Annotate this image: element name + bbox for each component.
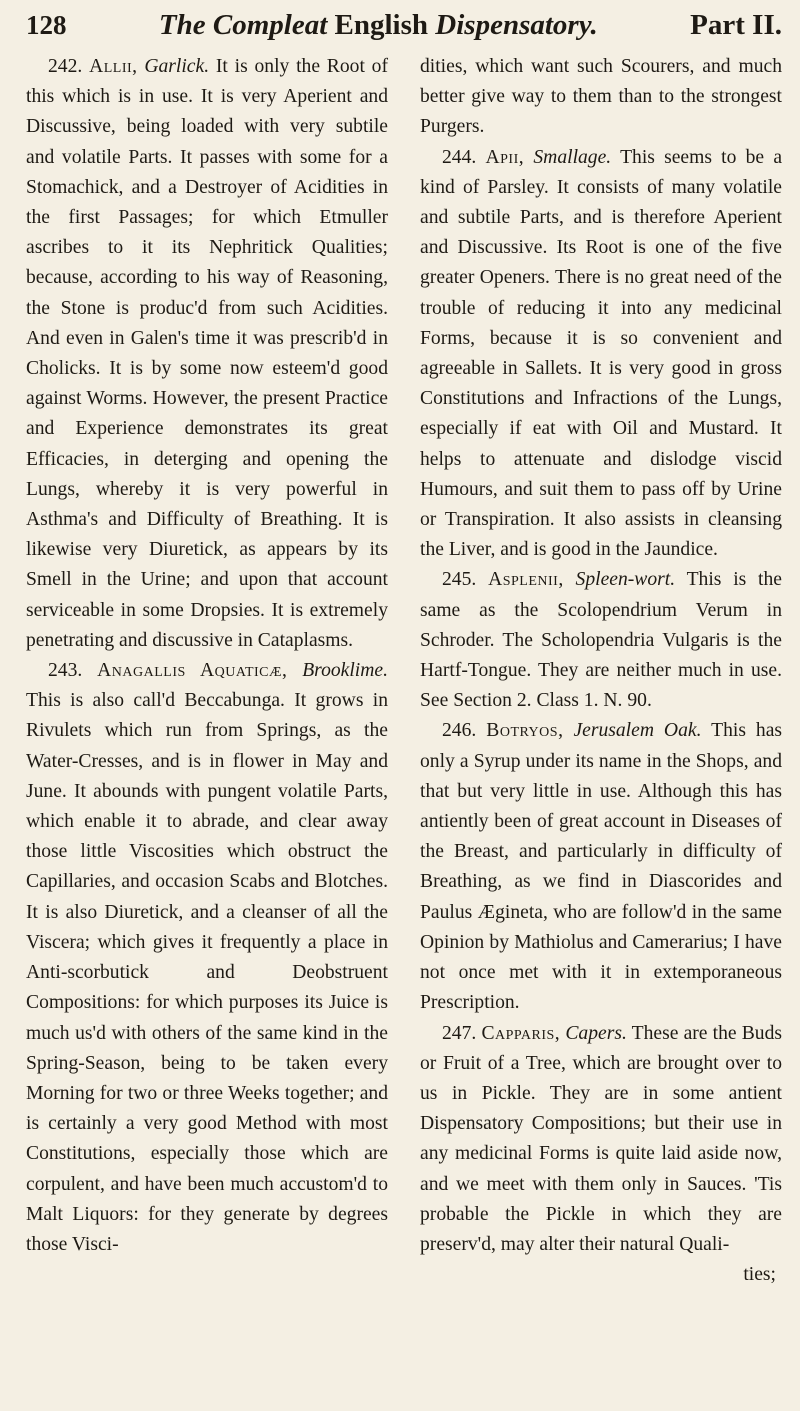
entry-text: These are the Buds or Fruit of a Tree, which are brought over to us in Pickle. They are in some antient Dispensatory Compositions; but their use in any medicinal Forms is quite laid aside now, and we meet with them only in Sauces. 'Tis probable the Pickle in which they are preserv'd, may alter their natural Quali- [420, 1022, 783, 1255]
entry-english-name: Brooklime. [302, 660, 388, 682]
page-number: 128 [26, 10, 67, 40]
entry-headword: Apii, [485, 146, 525, 168]
catchword: ties; [743, 1264, 776, 1286]
entry-number: 246. [442, 720, 487, 742]
entry-number: 242. [48, 56, 90, 77]
entry-number: 245. [442, 569, 489, 591]
entry-english-name: Spleen-wort. [575, 569, 676, 591]
entry-number: 247. [442, 1022, 482, 1044]
entry-headword: Capparis, [481, 1022, 561, 1044]
entry-english-name: Capers. [565, 1022, 627, 1044]
title-part-2: English [334, 9, 429, 41]
left-column [26, 52, 388, 1290]
entry-paragraph [420, 565, 782, 716]
entry-text: It is only the Root of this which is in use. It is very Aperient and Discussive, being loaded with very subtile and volatile Parts. It passes with some for a Stomachick, and a Destroyer of Acidities in the first Passages; for which Etmuller ascribes to it its Nephritick Qualities; because, according to his way of Reasoning, the Stone is produc'd from such Acidities. And even in Galen's time it was prescrib'd in Cholicks. It is by some now esteem'd good against Worms. However, the present Practice and Experience demonstrates its great Efficacies, in deterging and opening the Lungs, whereby it is very powerful in Asthma's and Difficulty of Breathing. It is likewise very Diuretick, as appears by its Smell in the Urine; and upon that account serviceable in some Dropsies. It is extremely penetrating and discussive in Cataplasms. [26, 56, 389, 651]
entry-text: This seems to be a kind of Parsley. It consists of many volatile and subtile Parts, and is therefore Aperient and Discussive. Its Root is one of the five greater Openers. There is no great need of the trouble of reducing it into any medicinal Forms, because it is so convenient and agreeable in Sallets. It is very good in gross Constitutions and Infractions of the Lungs, especially if eat with Oil and Mustard. It helps to attenuate and dislodge viscid Humours, and suit them to pass off by Urine or Transpiration. It also assists in cleansing the Liver, and is good in the Jaundice. [420, 146, 783, 561]
text-columns [26, 52, 782, 1290]
entry-english-name: Jerusalem Oak. [573, 720, 702, 742]
entry-headword: Botryos, [486, 720, 564, 742]
entry-number: 244. [442, 146, 486, 168]
entry-paragraph [420, 716, 782, 1018]
entry-paragraph [26, 656, 388, 1260]
entry-paragraph [26, 52, 388, 656]
part-label: Part II. [690, 9, 782, 41]
entry-english-name: Garlick. [144, 56, 210, 77]
title-part-3: Dispensatory. [435, 9, 598, 41]
entry-headword: Allii, [89, 56, 138, 77]
right-column [420, 52, 782, 1260]
entry-text: dities, which want such Scourers, and much better give way to them than to the strongest Purgers. [420, 56, 782, 138]
entry-text: This is also call'd Beccabunga. It grows in Rivulets which run from Springs, as the Water-Cresses, and is in flower in May and June. It abounds with pungent volatile Parts, which enable it to abrade, and clear away those little Viscosities which obstruct the Capillaries, and occasion Scabs and Blotches. It is also Diuretick, and a cleanser of all the Viscera; which gives it frequently a place in Anti-scorbutick and Deobstruent Compositions: for which purposes its Juice is much us'd with others of the same kind in the Spring-Season, being to be taken every Morning for two or three Weeks together; and is certainly a very good Method with most Constitutions, especially those which are corpulent, and have been much accustom'd to Malt Liquors: for they generate by degrees those Visci- [26, 690, 388, 1255]
running-header [26, 6, 782, 44]
running-title [159, 6, 598, 44]
entry-paragraph [420, 1019, 782, 1261]
entry-headword: Asplenii, [488, 569, 564, 591]
right-column-wrap [420, 52, 782, 1290]
entry-english-name: Smallage. [533, 146, 612, 168]
entry-text: This has only a Syrup under its name in the Shops, and that but very little in use. Although this has antiently been of great account in Diseases of the Breast, and particularly in difficulty of Breathing, as we find in Diascorides and Paulus Ægineta, who are follow'd in the same Opinion by Mathiolus and Camerarius; I have not once met with it in extemporaneous Prescription. [420, 720, 783, 1014]
entry-headword: Anagallis Aquaticæ, [97, 660, 288, 682]
entry-text: This is the same as the Scolopendrium Verum in Schroder. The Scholopendria Vulgaris is the Hartf-Tongue. They are neither much in use. See Section 2. Class 1. N. 90. [420, 569, 782, 712]
entry-paragraph [420, 143, 782, 566]
title-part-1: The Compleat [158, 9, 328, 41]
entry-number: 243. [48, 660, 98, 682]
entry-paragraph [420, 52, 782, 143]
